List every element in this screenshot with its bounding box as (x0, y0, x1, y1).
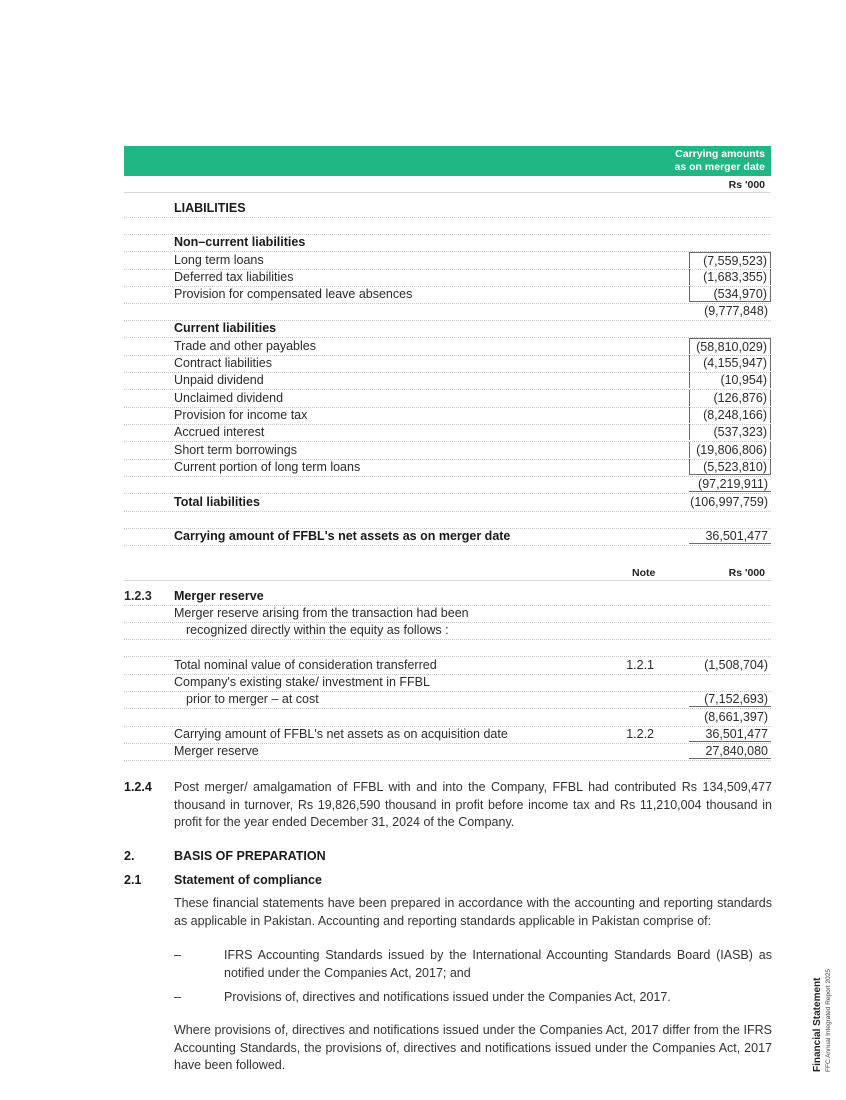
side-label (812, 969, 833, 1072)
table-row (124, 269, 771, 287)
spacer-row (124, 217, 771, 235)
row-label: recognized directly within the equity as follows : (186, 623, 449, 637)
row-amount: (5,523,810) (689, 459, 771, 475)
units-label: Rs '000 (728, 179, 765, 191)
row-label: Accrued interest (174, 425, 265, 439)
table-row (124, 605, 771, 623)
table-row (124, 442, 771, 460)
divider (124, 192, 771, 193)
table-row (124, 424, 771, 442)
table-row (124, 459, 771, 477)
spacer-row (124, 511, 771, 529)
section-124-paragraph: Post merger/ amalgamation of FFBL with and into the Company, FFBL had contributed Rs 134,509,477 thousand in turnover, Rs 19,826,590 thousand in profit before income tax and Rs 11,210,004 thousand in profit for the year ended December 31, 2024 of the Company. (174, 780, 772, 829)
compliance-closing-paragraph: Where provisions of, directives and notifications issued under the Companies Act, 2017 differ from the IFRS Accounting Standards, the provisions of, directives and notifications issued under the Companies Act, 2017 have been followed. (174, 1023, 772, 1072)
spacer-row (124, 639, 771, 657)
table-row (124, 286, 771, 304)
merger-reserve-heading: Merger reserve (174, 589, 264, 603)
merger-reserve-amount: 27,840,080 (689, 743, 771, 759)
current-heading: Current liabilities (174, 321, 277, 335)
carrying-amounts-header (675, 148, 765, 174)
divider (124, 580, 771, 581)
carrying-header-line1: Carrying amounts (675, 148, 765, 160)
table-row (124, 390, 771, 408)
section-heading: Statement of compliance (174, 873, 322, 887)
row-label: Unclaimed dividend (174, 391, 284, 405)
table-row (124, 338, 771, 356)
section-number: 1.2.3 (124, 589, 152, 603)
row-note: 1.2.1 (626, 658, 654, 672)
noncurrent-heading: Non–current liabilities (174, 235, 306, 249)
row-label: Short term borrowings (174, 443, 297, 457)
table-header-bar (124, 146, 771, 176)
row-label: prior to merger – at cost (186, 692, 319, 706)
liabilities-heading-row (124, 200, 771, 218)
total-liabilities-row (124, 494, 771, 512)
carrying-header-line2: as on merger date (674, 161, 765, 173)
row-label: Trade and other payables (174, 339, 316, 353)
row-label: Contract liabilities (174, 356, 272, 370)
net-assets-amount: 36,501,477 (689, 528, 771, 544)
row-amount: (7,559,523) (689, 252, 771, 268)
liabilities-heading: LIABILITIES (174, 201, 246, 215)
row-label: Total nominal value of consideration transferred (174, 658, 437, 672)
row-amount: (1,508,704) (704, 658, 768, 672)
table-row (124, 726, 771, 744)
table-row (124, 252, 771, 270)
row-amount: (10,954) (689, 372, 771, 388)
row-amount: (8,248,166) (689, 407, 771, 423)
noncurrent-heading-row (124, 234, 771, 252)
bullet-dash: – (174, 990, 181, 1004)
compliance-intro-paragraph: These financial statements have been prepared in accordance with the accounting and reporting standards as applicable in Pakistan. Accounting and reporting standards applicable in Pakistan comprise of: (174, 896, 772, 928)
row-label: Provision for income tax (174, 408, 308, 422)
row-amount: (7,152,693) (689, 691, 771, 707)
row-label: Company's existing stake/ investment in FFBL (174, 675, 430, 689)
table-row (124, 691, 771, 709)
merger-reserve-total-row (124, 743, 771, 761)
row-amount: (534,970) (689, 286, 771, 302)
units-column-header: Rs '000 (728, 567, 765, 579)
row-note: 1.2.2 (626, 727, 654, 741)
section-number: 2. (124, 849, 135, 863)
row-label: Merger reserve arising from the transaction had been (174, 606, 469, 620)
current-heading-row (124, 320, 771, 338)
bullet-dash: – (174, 948, 181, 962)
row-amount: (4,155,947) (689, 355, 771, 371)
net-assets-row (124, 528, 771, 546)
row-label: Carrying amount of FFBL's net assets as on acquisition date (174, 727, 508, 741)
subtotal-amount: (8,661,397) (704, 710, 768, 724)
table-row (124, 622, 771, 640)
side-label-title: Financial Statement (812, 977, 823, 1072)
row-label: Deferred tax liabilities (174, 270, 294, 284)
row-amount: (19,806,806) (689, 442, 771, 458)
table-row (124, 355, 771, 373)
current-total-row (124, 476, 771, 494)
table-row (124, 657, 771, 675)
row-label: Long term loans (174, 253, 264, 267)
subtotal-row (124, 709, 771, 727)
noncurrent-total: (9,777,848) (704, 304, 768, 318)
section-number: 1.2.4 (124, 780, 152, 794)
total-liabilities-label: Total liabilities (174, 495, 260, 509)
row-label: Provision for compensated leave absences (174, 287, 413, 301)
current-total: (97,219,911) (689, 476, 771, 492)
row-amount: (1,683,355) (689, 269, 771, 285)
side-label-subtitle: FFC Annual Integrated Report 2025 (825, 969, 832, 1072)
row-label: Merger reserve (174, 744, 259, 758)
section-number: 2.1 (124, 873, 142, 887)
note-column-header: Note (632, 567, 656, 579)
table-row (124, 674, 771, 692)
row-amount: 36,501,477 (689, 726, 771, 742)
total-liabilities-amount: (106,997,759) (690, 495, 768, 509)
row-amount: (126,876) (689, 390, 771, 406)
noncurrent-total-row (124, 303, 771, 321)
bullet-text: IFRS Accounting Standards issued by the International Accounting Standards Board (IASB) as notified under the Companies Act, 2017; and (224, 948, 772, 980)
bullet-text: Provisions of, directives and notifications issued under the Companies Act, 2017. (224, 990, 671, 1004)
row-amount: (58,810,029) (689, 338, 771, 354)
table-row (124, 407, 771, 425)
net-assets-label: Carrying amount of FFBL's net assets as on merger date (174, 529, 511, 543)
row-label: Unpaid dividend (174, 373, 264, 387)
row-label: Current portion of long term loans (174, 460, 361, 474)
merger-reserve-heading-row (124, 588, 771, 606)
section-heading: BASIS OF PREPARATION (174, 849, 326, 863)
row-amount: (537,323) (689, 424, 771, 440)
table-row (124, 372, 771, 390)
